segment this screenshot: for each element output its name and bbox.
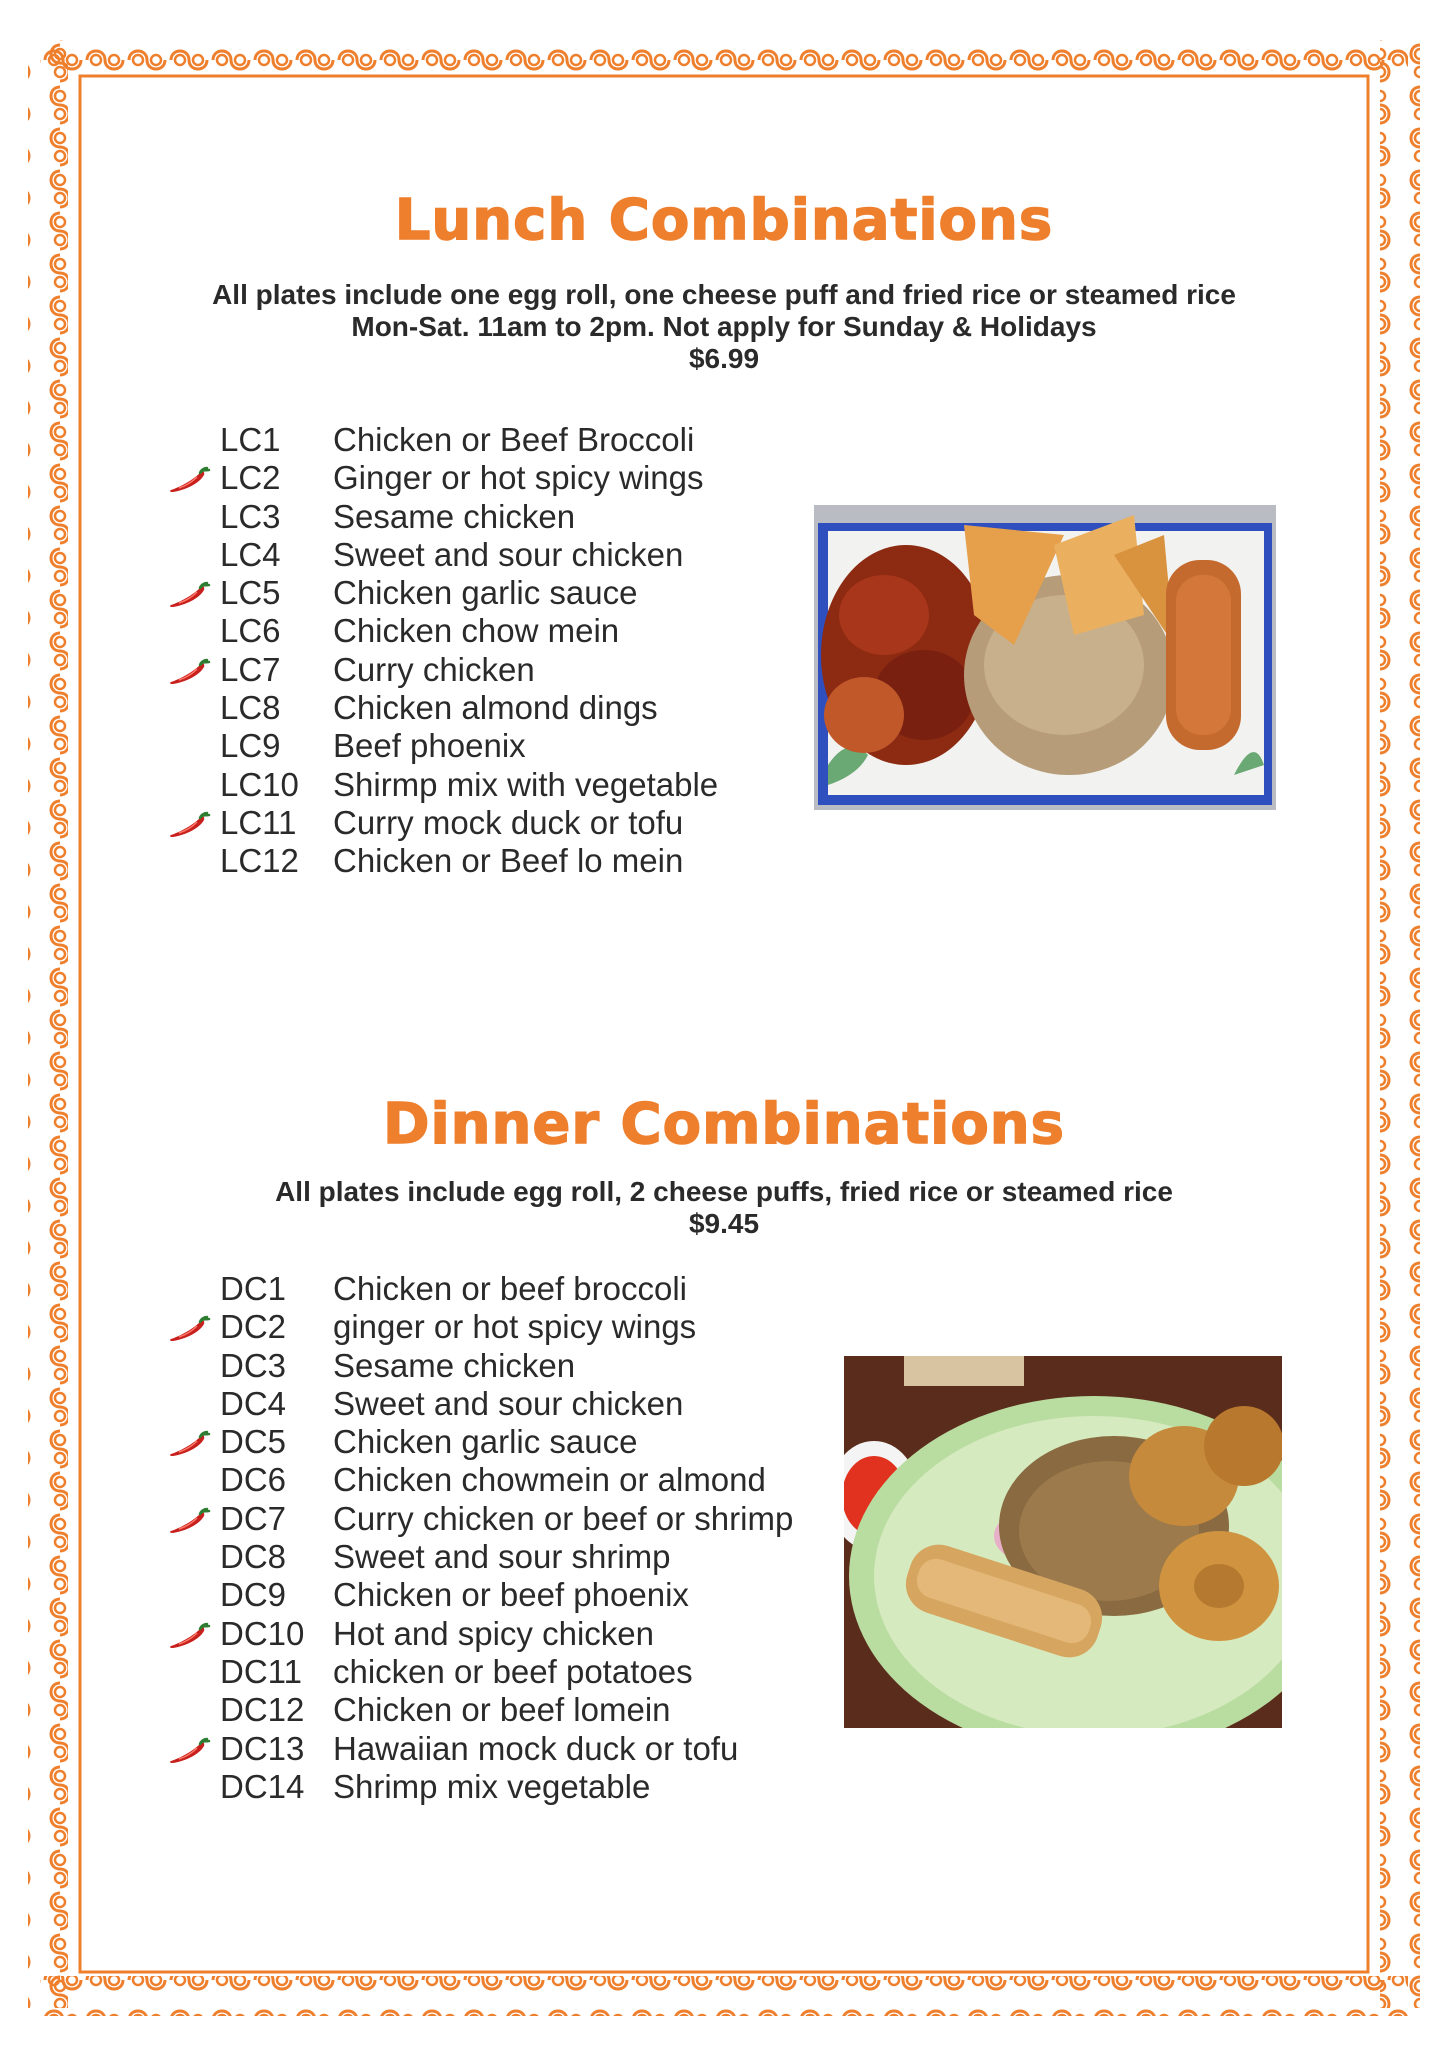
chili-pepper-icon [167, 1428, 211, 1458]
menu-item-name: Beef phoenix [333, 727, 526, 765]
menu-item-name: Sweet and sour shrimp [333, 1538, 671, 1576]
chili-pepper-icon [167, 1735, 211, 1765]
chili-pepper-icon [167, 656, 211, 686]
chili-pepper-icon [167, 1505, 211, 1535]
menu-item-code: LC4 [220, 535, 281, 573]
chili-pepper-icon [167, 464, 211, 494]
menu-item-code: LC5 [220, 574, 281, 612]
menu-item-code: DC11 [220, 1652, 302, 1690]
menu-item-code: DC7 [220, 1499, 287, 1537]
menu-item-name: chicken or beef potatoes [333, 1652, 693, 1690]
menu-item-code: DC14 [220, 1767, 305, 1805]
menu-item-code: DC9 [220, 1576, 287, 1614]
menu-item-name: Chicken or Beef Broccoli [333, 421, 695, 458]
menu-item-code: LC6 [220, 612, 281, 650]
menu-item-name: Chicken or Beef lo mein [333, 842, 684, 880]
menu-item-name: Chicken chow mein [333, 612, 620, 650]
menu-item-code: DC1 [220, 1270, 287, 1307]
menu-item-name: Ginger or hot spicy wings [333, 459, 704, 497]
lunch-note-includes: All plates include one egg roll, one cheese puff and fried rice or steamed rice [212, 279, 1236, 310]
chili-pepper-icon [167, 809, 211, 839]
menu-item-name: Curry mock duck or tofu [333, 803, 684, 841]
menu-item-name: Sesame chicken [333, 497, 576, 535]
menu-item-code: LC12 [220, 842, 299, 880]
menu-item-name: Curry chicken or beef or shrimp [333, 1499, 794, 1537]
dinner-title: Dinner Combinations [382, 1092, 1065, 1157]
menu-item-name: Curry chicken [333, 650, 535, 688]
menu-item-name: Sweet and sour chicken [333, 1384, 684, 1422]
dinner-note-includes: All plates include egg roll, 2 cheese puffs, fried rice or steamed rice [275, 1176, 1173, 1207]
menu-item-name: Sesame chicken [333, 1346, 576, 1384]
menu-item-code: LC1 [220, 421, 281, 458]
menu-item-name: Chicken garlic sauce [333, 1423, 638, 1461]
menu-item-code: LC11 [220, 803, 297, 841]
menu-item-code: DC3 [220, 1346, 287, 1384]
lunch-plate-photo [814, 505, 1276, 810]
chili-pepper-icon [167, 579, 211, 609]
menu-item-code: LC10 [220, 765, 299, 803]
chili-pepper-icon [167, 1313, 211, 1343]
chili-pepper-icon [167, 1620, 211, 1650]
menu-item-name: Chicken or beef lomein [333, 1691, 671, 1729]
menu-item-name: Chicken almond dings [333, 689, 658, 727]
menu-item-name: Shrimp mix vegetable [333, 1767, 651, 1805]
menu-item-name: Chicken or beef broccoli [333, 1270, 688, 1307]
menu-item-code: LC3 [220, 497, 281, 535]
menu-item-code: DC8 [220, 1538, 287, 1576]
menu-item-name: Chicken chowmein or almond [333, 1461, 766, 1499]
lunch-note-hours: Mon-Sat. 11am to 2pm. Not apply for Sunday & Holidays [351, 311, 1097, 342]
menu-item-code: DC12 [220, 1691, 305, 1729]
dinner-price: $9.45 [688, 1208, 760, 1239]
menu-item-code: LC9 [220, 727, 281, 765]
dinner-plate-photo [844, 1356, 1282, 1728]
menu-item-name: Chicken or beef phoenix [333, 1576, 689, 1614]
lunch-price: $6.99 [688, 343, 760, 374]
menu-item-name: Shirmp mix with vegetable [333, 765, 719, 803]
menu-item-code: DC4 [220, 1384, 287, 1422]
menu-item-code: DC6 [220, 1461, 287, 1499]
menu-item-code: DC13 [220, 1729, 305, 1767]
menu-item-code: DC5 [220, 1423, 287, 1461]
menu-item-code: DC10 [220, 1614, 305, 1652]
menu-item-code: LC7 [220, 650, 281, 688]
menu-item-name: Chicken garlic sauce [333, 574, 638, 612]
menu-item-code: DC2 [220, 1308, 287, 1346]
menu-item-code: LC8 [220, 689, 281, 727]
menu-item-name: Hawaiian mock duck or tofu [333, 1729, 739, 1767]
menu-item-code: LC2 [220, 459, 281, 497]
menu-item-name: ginger or hot spicy wings [333, 1308, 697, 1346]
menu-item-name: Hot and spicy chicken [333, 1614, 654, 1652]
lunch-title: Lunch Combinations [394, 188, 1054, 253]
menu-item-name: Sweet and sour chicken [333, 535, 684, 573]
